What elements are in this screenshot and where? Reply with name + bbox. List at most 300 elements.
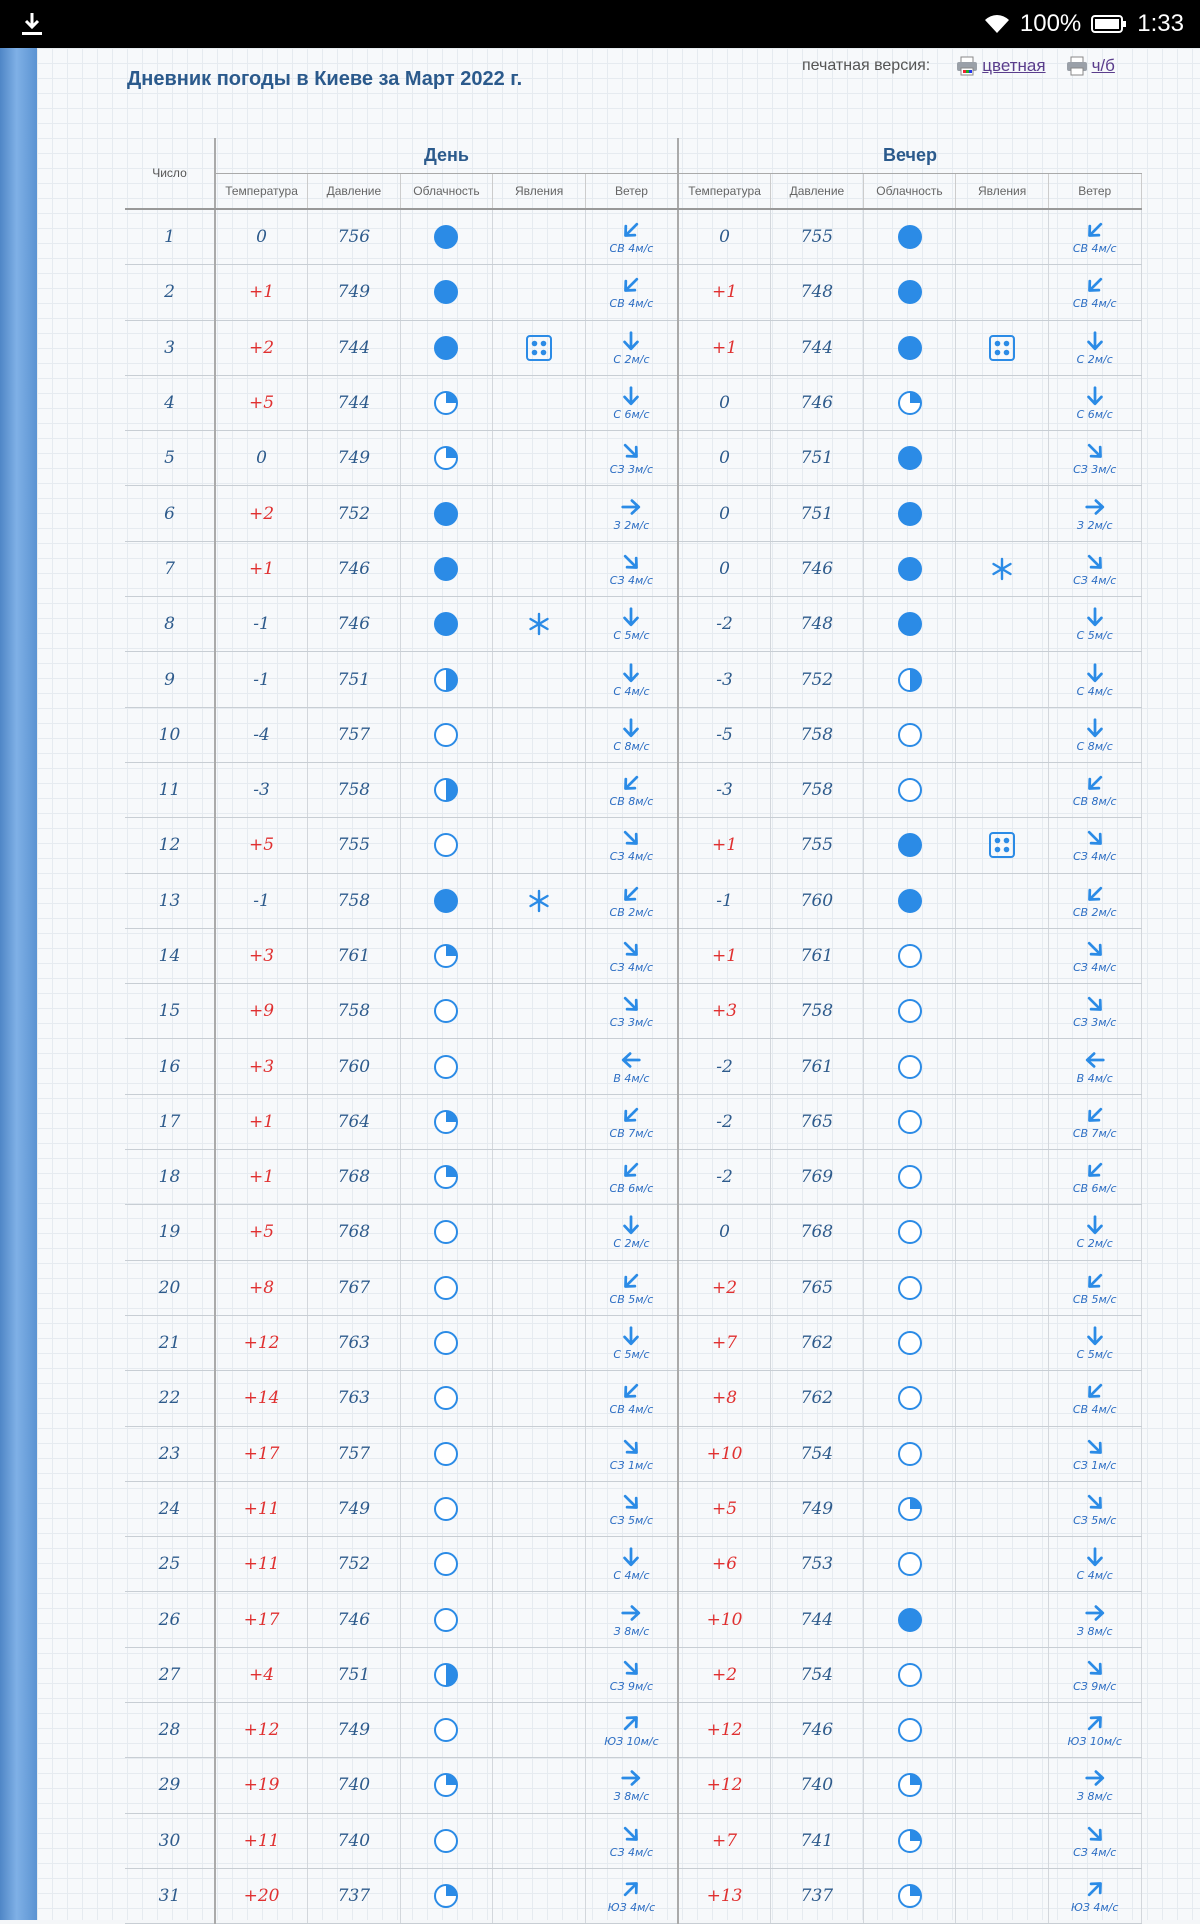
wind-down-arrow-icon [1083, 717, 1107, 739]
evening-cloudiness [863, 984, 956, 1039]
cloud-clear-icon [401, 1054, 493, 1080]
wind-down-arrow-icon [1083, 330, 1107, 352]
day-pressure: 768 [308, 1205, 401, 1260]
cloud-clear-icon [864, 722, 956, 748]
print-color-link[interactable] [956, 56, 1045, 76]
cloud-clear-icon [864, 1717, 956, 1743]
day-phenomena [493, 1371, 586, 1426]
clock: 1:33 [1137, 10, 1184, 37]
evening-pressure: 761 [771, 1039, 864, 1094]
evening-cloudiness [863, 209, 956, 265]
day-temperature: +2 [215, 486, 308, 541]
subheader-evening-cloudiness: Облачность [863, 174, 956, 210]
evening-pressure: 752 [771, 652, 864, 707]
evening-temperature: -2 [678, 1039, 771, 1094]
day-cloudiness [400, 1371, 493, 1426]
wind-down-arrow-icon [1083, 1214, 1107, 1236]
evening-cloudiness [863, 1371, 956, 1426]
day-cloudiness [400, 541, 493, 596]
day-cloudiness [400, 1647, 493, 1702]
wind-se-arrow-icon [619, 938, 643, 960]
evening-wind-text: СЗ 4м/с [1073, 1845, 1117, 1859]
evening-wind [1048, 1592, 1141, 1647]
day-number: 25 [125, 1537, 215, 1592]
day-temperature: -1 [215, 873, 308, 928]
evening-pressure: 755 [771, 818, 864, 873]
day-cloudiness [400, 873, 493, 928]
day-number: 28 [125, 1703, 215, 1758]
cloud-few-icon [864, 1772, 956, 1798]
evening-wind-text: СВ 4м/с [1072, 297, 1117, 311]
evening-temperature: +12 [678, 1703, 771, 1758]
day-wind-text: С 4м/с [613, 1569, 650, 1583]
evening-pressure: 753 [771, 1537, 864, 1592]
page-content [37, 48, 1200, 1920]
subheader-day-phenomena: Явления [493, 174, 586, 210]
day-number: 7 [125, 541, 215, 596]
evening-wind [1048, 984, 1141, 1039]
wind-se-arrow-icon [619, 551, 643, 573]
evening-phenomena [956, 928, 1049, 983]
evening-pressure: 740 [771, 1758, 864, 1813]
printer-color-icon[interactable] [956, 56, 978, 76]
evening-wind [1048, 1371, 1141, 1426]
subheader-day-cloudiness: Облачность [400, 174, 493, 210]
cloud-few-icon [864, 390, 956, 416]
day-number: 6 [125, 486, 215, 541]
cloud-overcast-icon [864, 279, 956, 305]
evening-wind [1048, 1426, 1141, 1481]
evening-wind-text: З 8м/с [1076, 1790, 1113, 1804]
evening-cloudiness [863, 1703, 956, 1758]
cloud-clear-icon [864, 1441, 956, 1467]
day-wind-text: СВ 6м/с [609, 1182, 654, 1196]
evening-temperature: -2 [678, 1150, 771, 1205]
table-row [125, 762, 1141, 817]
evening-temperature: -3 [678, 652, 771, 707]
cloud-half-icon [864, 667, 956, 693]
cloud-clear-icon [401, 1717, 493, 1743]
evening-cloudiness [863, 762, 956, 817]
evening-wind-text: ЮЗ 10м/с [1067, 1735, 1122, 1749]
day-number: 29 [125, 1758, 215, 1813]
day-number: 22 [125, 1371, 215, 1426]
day-wind [585, 1647, 678, 1702]
day-number: 10 [125, 707, 215, 762]
evening-wind [1048, 873, 1141, 928]
evening-phenomena [956, 375, 1049, 430]
evening-phenomena [956, 1315, 1049, 1370]
day-pressure: 744 [308, 320, 401, 375]
evening-wind [1048, 431, 1141, 486]
evening-wind-text: СВ 8м/с [1072, 795, 1117, 809]
evening-wind-text: СВ 4м/с [1072, 242, 1117, 256]
evening-cloudiness [863, 1868, 956, 1923]
day-cloudiness [400, 265, 493, 320]
evening-cloudiness [863, 486, 956, 541]
day-wind-text: СЗ 9м/с [609, 1679, 654, 1693]
evening-temperature: +7 [678, 1813, 771, 1868]
cloud-clear-icon [401, 1219, 493, 1245]
wind-down-arrow-icon [1083, 662, 1107, 684]
evening-temperature: -1 [678, 873, 771, 928]
wind-right-arrow-icon [1083, 496, 1107, 518]
day-temperature: -1 [215, 597, 308, 652]
cloud-few-icon [401, 1109, 493, 1135]
table-row [125, 1647, 1141, 1702]
day-temperature: +11 [215, 1813, 308, 1868]
day-temperature: +8 [215, 1260, 308, 1315]
cloud-clear-icon [864, 1275, 956, 1301]
day-pressure: 758 [308, 873, 401, 928]
wind-se-arrow-icon [1083, 1436, 1107, 1458]
download-icon[interactable] [18, 10, 46, 38]
day-cloudiness [400, 1205, 493, 1260]
evening-phenomena [956, 597, 1049, 652]
day-phenomena [493, 209, 586, 265]
day-phenomena [493, 818, 586, 873]
wind-right-arrow-icon [619, 496, 643, 518]
day-pressure: 768 [308, 1150, 401, 1205]
day-number: 13 [125, 873, 215, 928]
day-phenomena [493, 1537, 586, 1592]
evening-wind [1048, 1481, 1141, 1536]
day-phenomena [493, 541, 586, 596]
day-pressure: 744 [308, 375, 401, 430]
snow-icon [493, 888, 585, 914]
wind-se-arrow-icon [619, 1491, 643, 1513]
evening-phenomena [956, 1481, 1049, 1536]
day-cloudiness [400, 1426, 493, 1481]
snow-icon [493, 611, 585, 637]
table-row [125, 1315, 1141, 1370]
day-number: 3 [125, 320, 215, 375]
wind-se-arrow-icon [619, 827, 643, 849]
wind-ne-arrow-icon [619, 1878, 643, 1900]
day-cloudiness [400, 652, 493, 707]
day-temperature: 0 [215, 209, 308, 265]
day-wind-text: СЗ 3м/с [609, 463, 654, 477]
cloud-overcast-icon [864, 832, 956, 858]
table-row [125, 928, 1141, 983]
evening-pressure: 765 [771, 1094, 864, 1149]
evening-phenomena [956, 431, 1049, 486]
evening-wind [1048, 541, 1141, 596]
cloud-overcast-icon [401, 888, 493, 914]
day-phenomena [493, 652, 586, 707]
day-wind-text: С 8м/с [613, 739, 650, 753]
evening-temperature: +1 [678, 320, 771, 375]
weather-diary-table [125, 138, 1142, 1924]
day-pressure: 751 [308, 1647, 401, 1702]
day-number: 15 [125, 984, 215, 1039]
evening-phenomena [956, 1150, 1049, 1205]
day-wind [585, 818, 678, 873]
snow-icon [956, 556, 1048, 582]
table-row [125, 1205, 1141, 1260]
day-wind [585, 1868, 678, 1923]
table-row [125, 1371, 1141, 1426]
wind-left-arrow-icon [1083, 1049, 1107, 1071]
day-phenomena [493, 1039, 586, 1094]
day-pressure: 746 [308, 597, 401, 652]
wind-sw-arrow-icon [1083, 219, 1107, 241]
table-row [125, 486, 1141, 541]
day-phenomena [493, 1592, 586, 1647]
cloud-few-icon [401, 1883, 493, 1909]
evening-pressure: 768 [771, 1205, 864, 1260]
evening-pressure: 744 [771, 1592, 864, 1647]
cloud-overcast-icon [401, 224, 493, 250]
evening-temperature: 0 [678, 431, 771, 486]
day-phenomena [493, 1205, 586, 1260]
evening-wind [1048, 1150, 1141, 1205]
evening-cloudiness [863, 707, 956, 762]
day-temperature: +12 [215, 1703, 308, 1758]
evening-cloudiness [863, 375, 956, 430]
day-temperature: +3 [215, 1039, 308, 1094]
printer-bw-icon[interactable] [1066, 56, 1088, 76]
evening-pressure: 746 [771, 375, 864, 430]
day-temperature: +14 [215, 1371, 308, 1426]
wind-se-arrow-icon [1083, 1657, 1107, 1679]
day-cloudiness [400, 984, 493, 1039]
evening-wind [1048, 1205, 1141, 1260]
evening-wind-text: СЗ 1м/с [1073, 1458, 1117, 1472]
day-temperature: +4 [215, 1647, 308, 1702]
subheader-day-wind: Ветер [585, 174, 678, 210]
day-wind-text: СЗ 5м/с [609, 1513, 654, 1527]
cloud-clear-icon [864, 1219, 956, 1245]
wind-sw-arrow-icon [1083, 1380, 1107, 1402]
evening-temperature: +10 [678, 1592, 771, 1647]
day-pressure: 749 [308, 1703, 401, 1758]
day-phenomena [493, 431, 586, 486]
day-phenomena [493, 1426, 586, 1481]
cloud-overcast-icon [864, 611, 956, 637]
wind-se-arrow-icon [1083, 993, 1107, 1015]
table-row [125, 265, 1141, 320]
evening-wind-text: СЗ 3м/с [1073, 1016, 1117, 1030]
day-wind-text: СВ 4м/с [609, 1403, 654, 1417]
evening-cloudiness [863, 818, 956, 873]
day-cloudiness [400, 1703, 493, 1758]
table-row [125, 1703, 1141, 1758]
evening-wind [1048, 1260, 1141, 1315]
day-cloudiness [400, 1813, 493, 1868]
evening-cloudiness [863, 1647, 956, 1702]
day-cloudiness [400, 209, 493, 265]
table-row [125, 320, 1141, 375]
day-temperature: -4 [215, 707, 308, 762]
table-body [125, 209, 1141, 1924]
table-row [125, 1260, 1141, 1315]
evening-wind-text: СЗ 4м/с [1073, 961, 1117, 974]
evening-phenomena [956, 1758, 1049, 1813]
day-temperature: +11 [215, 1481, 308, 1536]
cloud-clear-icon [401, 1607, 493, 1633]
cloud-clear-icon [864, 1164, 956, 1190]
cloud-clear-icon [864, 1330, 956, 1356]
cloud-overcast-icon [864, 1607, 956, 1633]
evening-temperature: +2 [678, 1647, 771, 1702]
evening-wind [1048, 928, 1141, 983]
day-wind-text: С 2м/с [613, 352, 650, 366]
wind-down-arrow-icon [619, 1325, 643, 1347]
evening-pressure: 758 [771, 707, 864, 762]
evening-cloudiness [863, 1481, 956, 1536]
day-wind-text: ЮЗ 4м/с [607, 1901, 656, 1915]
print-bw-link[interactable] [1066, 56, 1115, 76]
day-cloudiness [400, 1537, 493, 1592]
evening-wind-text: СВ 5м/с [1072, 1292, 1117, 1306]
evening-wind-text: СЗ 5м/с [1073, 1513, 1117, 1527]
day-phenomena [493, 597, 586, 652]
day-phenomena [493, 1703, 586, 1758]
cloud-clear-icon [401, 1441, 493, 1467]
day-pressure: 746 [308, 1592, 401, 1647]
table-row [125, 1868, 1141, 1923]
day-phenomena [493, 873, 586, 928]
subheader-evening-temperature: Температура [678, 174, 771, 210]
wind-se-arrow-icon [1083, 551, 1107, 573]
day-temperature: +1 [215, 1094, 308, 1149]
day-temperature: +1 [215, 1150, 308, 1205]
table-row [125, 1537, 1141, 1592]
day-cloudiness [400, 486, 493, 541]
table-row [125, 707, 1141, 762]
print-color-link-text[interactable]: цветная [982, 56, 1046, 75]
evening-wind-text: СЗ 4м/с [1073, 573, 1117, 587]
wind-ne-arrow-icon [1083, 1712, 1107, 1734]
cloud-clear-icon [401, 1828, 493, 1854]
print-bw-link-text[interactable]: ч/б [1091, 56, 1115, 75]
day-phenomena [493, 707, 586, 762]
cloud-clear-icon [401, 998, 493, 1024]
status-bar [0, 0, 1200, 48]
day-cloudiness [400, 1758, 493, 1813]
day-cloudiness [400, 375, 493, 430]
evening-pressure: 761 [771, 928, 864, 983]
day-cloudiness [400, 928, 493, 983]
day-cloudiness [400, 320, 493, 375]
day-number: 2 [125, 265, 215, 320]
day-wind-text: СВ 8м/с [609, 795, 654, 809]
day-pressure: 758 [308, 762, 401, 817]
evening-cloudiness [863, 1260, 956, 1315]
day-wind [585, 928, 678, 983]
evening-cloudiness [863, 1758, 956, 1813]
evening-phenomena [956, 652, 1049, 707]
day-cloudiness [400, 1150, 493, 1205]
wind-sw-arrow-icon [1083, 772, 1107, 794]
wind-down-arrow-icon [619, 717, 643, 739]
cloud-clear-icon [401, 1496, 493, 1522]
evening-phenomena [956, 1094, 1049, 1149]
day-wind-text: СЗ 3м/с [609, 1016, 654, 1030]
evening-phenomena [956, 1703, 1049, 1758]
wind-sw-arrow-icon [619, 772, 643, 794]
subheader-evening-wind: Ветер [1048, 174, 1141, 210]
table-row [125, 431, 1141, 486]
wind-sw-arrow-icon [619, 1380, 643, 1402]
day-phenomena [493, 1260, 586, 1315]
day-wind [585, 320, 678, 375]
day-number: 11 [125, 762, 215, 817]
evening-phenomena [956, 762, 1049, 817]
wind-se-arrow-icon [619, 1436, 643, 1458]
day-cloudiness [400, 1094, 493, 1149]
evening-temperature: -2 [678, 597, 771, 652]
day-wind [585, 707, 678, 762]
evening-temperature: 0 [678, 209, 771, 265]
table-row [125, 984, 1141, 1039]
day-pressure: 749 [308, 265, 401, 320]
day-wind-text: В 4м/с [613, 1071, 650, 1085]
wind-right-arrow-icon [1083, 1602, 1107, 1624]
evening-cloudiness [863, 1315, 956, 1370]
evening-temperature: +6 [678, 1537, 771, 1592]
evening-cloudiness [863, 1537, 956, 1592]
day-wind [585, 597, 678, 652]
day-wind-text: СВ 4м/с [609, 242, 654, 256]
wind-sw-arrow-icon [1083, 1104, 1107, 1126]
day-wind [585, 1094, 678, 1149]
day-number: 19 [125, 1205, 215, 1260]
evening-wind-text: СВ 4м/с [1072, 1403, 1117, 1417]
wind-down-arrow-icon [619, 606, 643, 628]
day-number: 14 [125, 928, 215, 983]
evening-wind [1048, 375, 1141, 430]
wind-down-arrow-icon [619, 662, 643, 684]
day-wind [585, 1150, 678, 1205]
day-wind [585, 1260, 678, 1315]
day-pressure: 752 [308, 486, 401, 541]
day-temperature: +5 [215, 375, 308, 430]
wind-down-arrow-icon [1083, 1325, 1107, 1347]
evening-phenomena [956, 1371, 1049, 1426]
evening-phenomena [956, 1260, 1049, 1315]
evening-pressure: 754 [771, 1426, 864, 1481]
group-header-day: День [215, 138, 678, 174]
evening-phenomena [956, 707, 1049, 762]
evening-pressure: 758 [771, 762, 864, 817]
evening-wind-text: С 6м/с [1076, 408, 1113, 422]
day-wind-text: СЗ 4м/с [609, 850, 654, 864]
day-cloudiness [400, 1260, 493, 1315]
evening-wind [1048, 1315, 1141, 1370]
cloud-few-icon [864, 1496, 956, 1522]
cloud-clear-icon [864, 943, 956, 969]
table-row [125, 1481, 1141, 1536]
evening-pressure: 760 [771, 873, 864, 928]
evening-wind [1048, 1758, 1141, 1813]
wind-down-arrow-icon [1083, 385, 1107, 407]
subheader-day-temperature: Температура [215, 174, 308, 210]
day-wind [585, 762, 678, 817]
wifi-icon [984, 13, 1010, 35]
evening-pressure: 746 [771, 1703, 864, 1758]
evening-cloudiness [863, 652, 956, 707]
evening-wind-text: ЮЗ 4м/с [1070, 1901, 1119, 1915]
evening-wind-text: СЗ 9м/с [1073, 1679, 1117, 1693]
evening-cloudiness [863, 1205, 956, 1260]
day-wind [585, 1426, 678, 1481]
evening-pressure: 755 [771, 209, 864, 265]
evening-wind-text: С 2м/с [1076, 352, 1113, 366]
evening-wind-text: СВ 2м/с [1072, 905, 1117, 919]
day-wind [585, 209, 678, 265]
